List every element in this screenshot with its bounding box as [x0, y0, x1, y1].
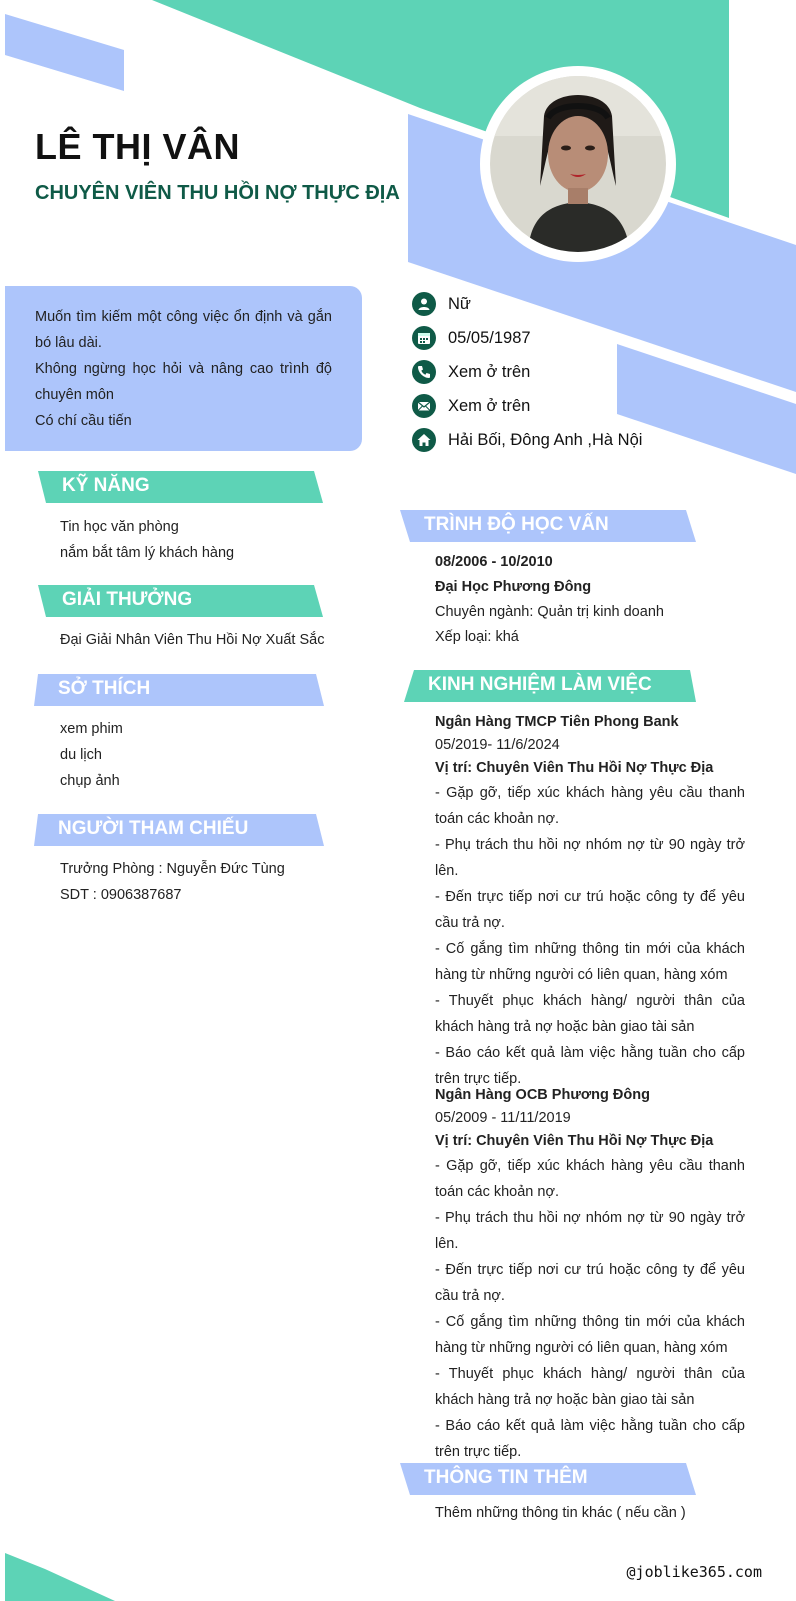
contact-email	[412, 389, 642, 423]
experience-heading	[404, 670, 696, 702]
job-duty: - Phụ trách thu hồi nợ nhóm nợ từ 90 ngày trở lên.	[435, 837, 745, 879]
profile-photo-illustration	[490, 76, 666, 252]
address-text: Hải Bối, Đông Anh ,Hà Nội	[448, 430, 643, 449]
contact-gender	[412, 287, 642, 321]
education-details	[435, 550, 745, 650]
additional-heading	[400, 1463, 696, 1495]
job-duty: - Gặp gỡ, tiếp xúc khách hàng yêu cầu thanh toán các khoản nợ.	[435, 785, 745, 827]
birthday-text: 05/05/1987	[448, 328, 531, 347]
phone-text: Xem ở trên	[448, 362, 531, 381]
job-position: Vị trí: Chuyên Viên Thu Hồi Nợ Thực Địa	[435, 1133, 714, 1149]
references-list	[60, 856, 285, 908]
references-heading	[34, 814, 324, 846]
experience-heading-label: KINH NGHIỆM LÀM VIỆC	[428, 674, 652, 695]
job-duty: - Cố gắng tìm những thông tin mới của khách hàng từ những người có liên quan, hàng xóm	[435, 941, 745, 983]
awards-heading	[38, 585, 323, 617]
list-item: Tin học văn phòng	[60, 519, 179, 535]
hobbies-list	[60, 716, 123, 794]
additional-heading-label: THÔNG TIN THÊM	[424, 1467, 588, 1488]
job-duty: - Đến trực tiếp nơi cư trú hoặc công ty để yêu cầu trả nợ.	[435, 1262, 745, 1304]
email-text: Xem ở trên	[448, 396, 531, 415]
awards-heading-label: GIẢI THƯỞNG	[62, 589, 193, 610]
candidate-name: LÊ THỊ VÂN	[35, 126, 241, 167]
list-item: nắm bắt tâm lý khách hàng	[60, 545, 235, 561]
list-item: Trưởng Phòng : Nguyễn Đức Tùng	[60, 861, 285, 877]
job-duty: - Cố gắng tìm những thông tin mới của khách hàng từ những người có liên quan, hàng xóm	[435, 1314, 745, 1356]
home-icon	[412, 428, 436, 452]
awards-list	[60, 627, 324, 653]
education-heading-label: TRÌNH ĐỘ HỌC VẤN	[424, 514, 609, 535]
mail-icon	[412, 394, 436, 418]
gender-text: Nữ	[448, 294, 471, 313]
calendar-icon	[412, 326, 436, 350]
list-item: SDT : 0906387687	[60, 887, 182, 903]
list-item: xem phim	[60, 721, 123, 737]
phone-icon	[412, 360, 436, 384]
skills-heading	[38, 471, 323, 503]
job-duty: - Báo cáo kết quả làm việc hằng tuần cho cấp trên trực tiếp.	[435, 1045, 745, 1087]
additional-text: Thêm những thông tin khác ( nếu cần )	[435, 1505, 686, 1521]
contact-address	[412, 423, 642, 457]
objective-line: Có chí cầu tiến	[35, 413, 132, 429]
career-objective	[5, 286, 362, 451]
profile-photo	[480, 66, 676, 262]
job-company: Ngân Hàng OCB Phương Đông	[435, 1087, 650, 1103]
job-duty: - Thuyết phục khách hàng/ người thân của khách hàng trả nợ hoặc bàn giao tài sản	[435, 1366, 745, 1408]
objective-line: Muốn tìm kiếm một công việc ổn định và gắn bó lâu dài.	[35, 309, 332, 351]
education-period: 08/2006 - 10/2010	[435, 554, 553, 570]
skills-list	[60, 514, 234, 566]
education-school: Đại Học Phương Đông	[435, 579, 592, 595]
list-item: du lịch	[60, 747, 102, 763]
watermark: @joblike365.com	[626, 1563, 762, 1581]
list-item: Đại Giải Nhân Viên Thu Hồi Nợ Xuất Sắc	[60, 632, 325, 648]
contact-info	[412, 287, 642, 457]
contact-phone	[412, 355, 642, 389]
job-duty: - Đến trực tiếp nơi cư trú hoặc công ty để yêu cầu trả nợ.	[435, 889, 745, 931]
user-icon	[412, 292, 436, 316]
education-grade: Xếp loại: khá	[435, 629, 519, 645]
job-position: Vị trí: Chuyên Viên Thu Hồi Nợ Thực Địa	[435, 760, 714, 776]
skills-heading-label: KỸ NĂNG	[62, 475, 150, 496]
references-heading-label: NGƯỜI THAM CHIẾU	[58, 818, 249, 839]
education-heading	[400, 510, 696, 542]
hobbies-heading	[34, 674, 324, 706]
job-duty: - Thuyết phục khách hàng/ người thân của khách hàng trả nợ hoặc bàn giao tài sản	[435, 993, 745, 1035]
job-period: 05/2009 - 11/11/2019	[435, 1110, 571, 1126]
hobbies-heading-label: SỞ THÍCH	[58, 678, 151, 699]
job-duty: - Báo cáo kết quả làm việc hằng tuần cho cấp trên trực tiếp.	[435, 1418, 745, 1460]
job-entry	[435, 1084, 745, 1465]
education-major: Chuyên ngành: Quản trị kinh doanh	[435, 604, 664, 620]
job-duties	[435, 1153, 745, 1465]
contact-birthday	[412, 321, 642, 355]
job-entry	[435, 711, 745, 1092]
job-duty: - Gặp gỡ, tiếp xúc khách hàng yêu cầu thanh toán các khoản nợ.	[435, 1158, 745, 1200]
job-title: CHUYÊN VIÊN THU HỒI NỢ THỰC ĐỊA	[35, 182, 400, 204]
job-period: 05/2019- 11/6/2024	[435, 737, 560, 753]
list-item: chụp ảnh	[60, 773, 120, 789]
job-duties	[435, 780, 745, 1092]
objective-line: Không ngừng học hỏi và nâng cao trình độ chuyên môn	[35, 361, 332, 403]
job-duty: - Phụ trách thu hồi nợ nhóm nợ từ 90 ngày trở lên.	[435, 1210, 745, 1252]
job-company: Ngân Hàng TMCP Tiên Phong Bank	[435, 714, 679, 730]
